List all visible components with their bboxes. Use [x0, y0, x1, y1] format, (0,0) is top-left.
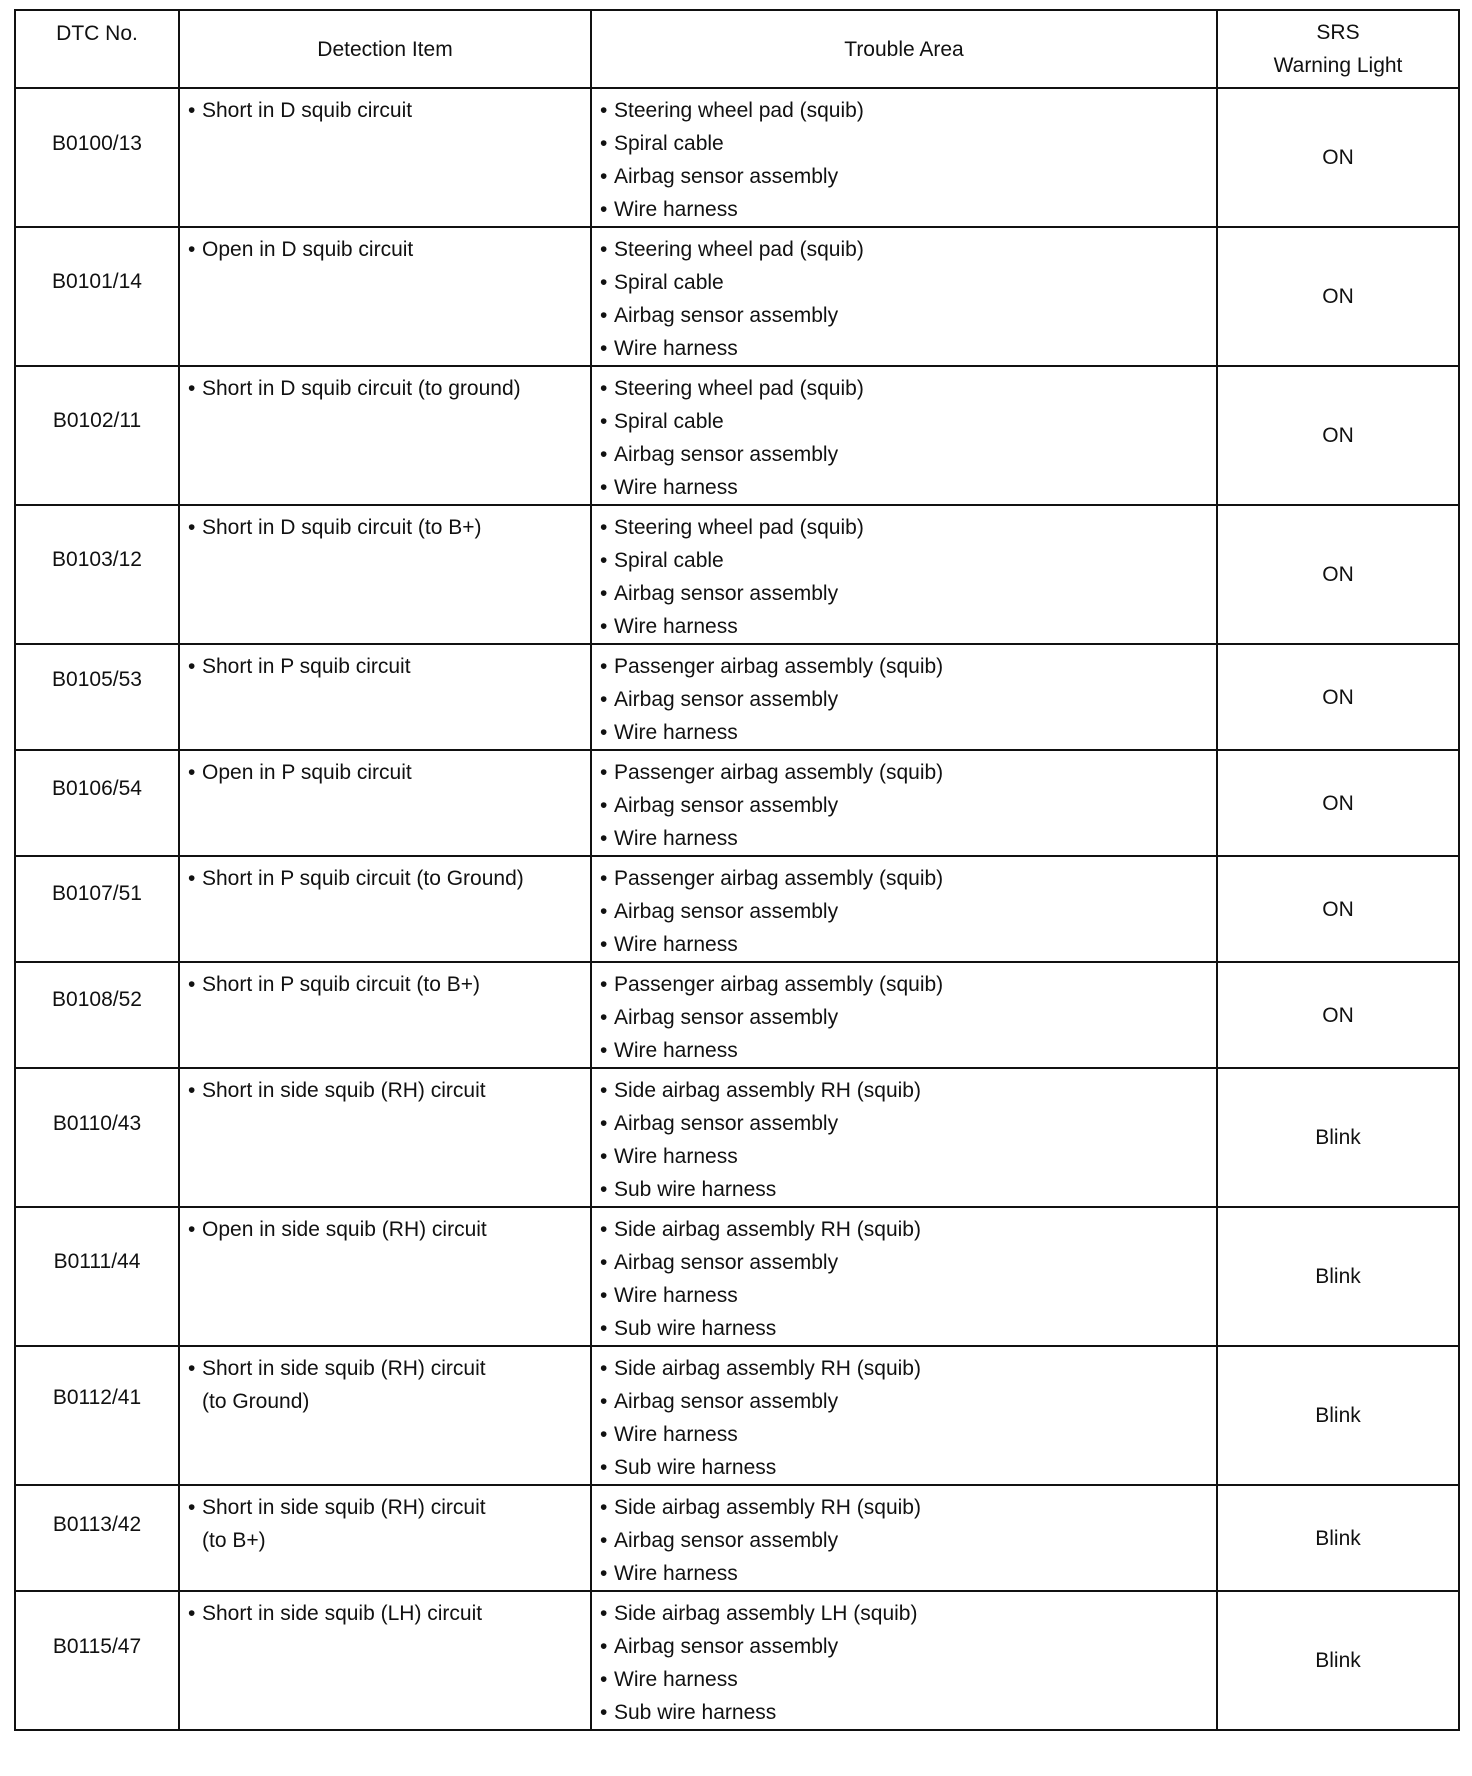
bullet-icon: • — [600, 1562, 608, 1585]
bullet-icon: • — [600, 99, 608, 122]
bullet-icon: • — [600, 1039, 608, 1062]
trouble-area-item — [600, 1034, 1208, 1067]
bullet-icon: • — [600, 1390, 608, 1413]
trouble-area-item — [600, 266, 1208, 299]
trouble-area-text: Wire harness — [614, 721, 738, 744]
trouble-area-item — [600, 471, 1208, 504]
trouble-area-text: Passenger airbag assembly (squib) — [614, 655, 944, 678]
header-detection-item: Detection Item — [179, 10, 591, 88]
dtc-cell — [15, 505, 179, 644]
bullet-icon: • — [600, 271, 608, 294]
detection-item — [188, 1074, 582, 1107]
trouble-area-text: Wire harness — [614, 1039, 738, 1062]
detection-item-text: Open in side squib (RH) circuit — [202, 1218, 487, 1241]
bullet-icon: • — [188, 1357, 196, 1380]
trouble-area-item — [600, 789, 1208, 822]
detection-item-cell — [179, 1485, 591, 1591]
trouble-area-text: Wire harness — [614, 1423, 738, 1446]
trouble-area-text: Steering wheel pad (squib) — [614, 377, 864, 400]
table-row — [15, 644, 1459, 750]
detection-item-cell — [179, 366, 591, 505]
detection-item-text: Short in P squib circuit (to Ground) — [202, 867, 524, 890]
trouble-area-item — [600, 1557, 1208, 1590]
srs-warning-light-status: Blink — [1217, 1207, 1459, 1346]
bullet-icon: • — [188, 1602, 196, 1625]
bullet-icon: • — [600, 1145, 608, 1168]
bullet-icon: • — [188, 973, 196, 996]
trouble-area-item — [600, 544, 1208, 577]
header-trouble-area: Trouble Area — [591, 10, 1217, 88]
trouble-area-text: Airbag sensor assembly — [614, 1390, 839, 1413]
trouble-area-item — [600, 1491, 1208, 1524]
detection-item-text: Short in D squib circuit (to ground) — [202, 377, 521, 400]
trouble-area-text: Side airbag assembly LH (squib) — [614, 1602, 918, 1625]
detection-item-text: Short in P squib circuit — [202, 655, 411, 678]
bullet-icon: • — [600, 1602, 608, 1625]
detection-item-cell — [179, 1346, 591, 1485]
dtc-table — [14, 9, 1460, 1731]
detection-item — [188, 1597, 582, 1630]
dtc-cell — [15, 1591, 179, 1730]
trouble-area-item — [600, 1597, 1208, 1630]
bullet-icon: • — [600, 1251, 608, 1274]
bullet-icon: • — [600, 900, 608, 923]
bullet-icon: • — [600, 238, 608, 261]
bullet-icon: • — [600, 549, 608, 572]
bullet-icon: • — [188, 1079, 196, 1102]
detection-item — [188, 650, 582, 683]
bullet-icon: • — [188, 1218, 196, 1241]
trouble-area-item — [600, 683, 1208, 716]
trouble-area-text: Wire harness — [614, 1668, 738, 1691]
bullet-icon: • — [600, 761, 608, 784]
detection-item-cell — [179, 1207, 591, 1346]
bullet-icon: • — [600, 1317, 608, 1340]
trouble-area-item — [600, 160, 1208, 193]
trouble-area-text: Wire harness — [614, 1284, 738, 1307]
dtc-cell — [15, 1207, 179, 1346]
dtc-code: B0103/12 — [52, 548, 142, 571]
trouble-area-cell — [591, 1207, 1217, 1346]
detection-item-cell — [179, 750, 591, 856]
trouble-area-text: Spiral cable — [614, 410, 724, 433]
detection-item — [188, 1352, 582, 1385]
srs-warning-light-status: Blink — [1217, 1346, 1459, 1485]
trouble-area-item — [600, 1279, 1208, 1312]
trouble-area-cell — [591, 856, 1217, 962]
trouble-area-text: Steering wheel pad (squib) — [614, 99, 864, 122]
bullet-icon: • — [600, 1284, 608, 1307]
trouble-area-cell — [591, 1346, 1217, 1485]
bullet-icon: • — [600, 655, 608, 678]
table-row — [15, 1591, 1459, 1730]
trouble-area-cell — [591, 1591, 1217, 1730]
detection-item — [188, 1491, 582, 1524]
trouble-area-text: Airbag sensor assembly — [614, 900, 839, 923]
bullet-icon: • — [188, 238, 196, 261]
detection-item-cell — [179, 227, 591, 366]
table-row — [15, 88, 1459, 227]
trouble-area-item — [600, 405, 1208, 438]
bullet-icon: • — [600, 1529, 608, 1552]
trouble-area-item — [600, 716, 1208, 749]
bullet-icon: • — [600, 1006, 608, 1029]
detection-item-cell — [179, 1591, 591, 1730]
dtc-code: B0111/44 — [53, 1250, 141, 1273]
trouble-area-item — [600, 1385, 1208, 1418]
trouble-area-item — [600, 1173, 1208, 1206]
trouble-area-text: Side airbag assembly RH (squib) — [614, 1357, 921, 1380]
bullet-icon: • — [600, 1668, 608, 1691]
bullet-icon: • — [188, 867, 196, 890]
dtc-code: B0101/14 — [52, 270, 142, 293]
detection-item-text: Short in D squib circuit (to B+) — [202, 516, 482, 539]
trouble-area-item — [600, 1246, 1208, 1279]
dtc-code: B0113/42 — [52, 1513, 142, 1536]
dtc-code: B0100/13 — [52, 132, 142, 155]
trouble-area-item — [600, 127, 1208, 160]
bullet-icon: • — [600, 1701, 608, 1724]
dtc-code: B0105/53 — [52, 668, 142, 691]
bullet-icon: • — [600, 1357, 608, 1380]
trouble-area-item — [600, 650, 1208, 683]
trouble-area-cell — [591, 750, 1217, 856]
bullet-icon: • — [188, 377, 196, 400]
trouble-area-item — [600, 822, 1208, 855]
detection-item-text: Short in P squib circuit (to B+) — [202, 973, 480, 996]
table-row — [15, 227, 1459, 366]
trouble-area-item — [600, 968, 1208, 1001]
detection-item-cell — [179, 962, 591, 1068]
trouble-area-text: Airbag sensor assembly — [614, 1251, 839, 1274]
trouble-area-text: Wire harness — [614, 476, 738, 499]
trouble-area-item — [600, 1001, 1208, 1034]
bullet-icon: • — [600, 933, 608, 956]
detection-item-text: Short in side squib (RH) circuit — [202, 1357, 486, 1380]
trouble-area-text: Airbag sensor assembly — [614, 1529, 839, 1552]
trouble-area-text: Spiral cable — [614, 549, 724, 572]
bullet-icon: • — [600, 688, 608, 711]
trouble-area-item — [600, 1451, 1208, 1484]
trouble-area-text: Passenger airbag assembly (squib) — [614, 761, 944, 784]
dtc-code: B0107/51 — [52, 882, 142, 905]
bullet-icon: • — [188, 99, 196, 122]
table-row — [15, 1485, 1459, 1591]
bullet-icon: • — [600, 1635, 608, 1658]
bullet-icon: • — [600, 794, 608, 817]
trouble-area-cell — [591, 88, 1217, 227]
bullet-icon: • — [600, 198, 608, 221]
srs-warning-light-status: Blink — [1217, 1485, 1459, 1591]
header-srs-warning-light — [1217, 10, 1459, 88]
trouble-area-item — [600, 94, 1208, 127]
trouble-area-text: Passenger airbag assembly (squib) — [614, 973, 944, 996]
trouble-area-text: Steering wheel pad (squib) — [614, 238, 864, 261]
bullet-icon: • — [600, 1112, 608, 1135]
trouble-area-cell — [591, 505, 1217, 644]
bullet-icon: • — [600, 615, 608, 638]
dtc-table-container — [14, 9, 1458, 1731]
trouble-area-item — [600, 1630, 1208, 1663]
bullet-icon: • — [188, 761, 196, 784]
detection-item — [188, 94, 582, 127]
detection-item-text: Short in side squib (LH) circuit — [202, 1602, 483, 1625]
dtc-code: B0102/11 — [52, 409, 142, 432]
trouble-area-item — [600, 756, 1208, 789]
header-srs-line2: Warning Light — [1273, 54, 1403, 77]
dtc-cell — [15, 962, 179, 1068]
dtc-code: B0108/52 — [52, 988, 142, 1011]
trouble-area-text: Airbag sensor assembly — [614, 304, 839, 327]
trouble-area-text: Wire harness — [614, 337, 738, 360]
detection-item-text: Short in D squib circuit — [202, 99, 413, 122]
trouble-area-text: Wire harness — [614, 827, 738, 850]
trouble-area-text: Airbag sensor assembly — [614, 443, 839, 466]
detection-item-text: Open in D squib circuit — [202, 238, 414, 261]
trouble-area-text: Sub wire harness — [614, 1701, 777, 1724]
trouble-area-item — [600, 233, 1208, 266]
trouble-area-item — [600, 1418, 1208, 1451]
trouble-area-item — [600, 1696, 1208, 1729]
detection-item-cell — [179, 1068, 591, 1207]
bullet-icon: • — [600, 165, 608, 188]
srs-warning-light-status: ON — [1217, 505, 1459, 644]
srs-warning-light-status: ON — [1217, 644, 1459, 750]
trouble-area-text: Spiral cable — [614, 271, 724, 294]
srs-warning-light-status: ON — [1217, 88, 1459, 227]
dtc-code: B0115/47 — [52, 1635, 142, 1658]
bullet-icon: • — [600, 973, 608, 996]
trouble-area-item — [600, 610, 1208, 643]
bullet-icon: • — [600, 410, 608, 433]
trouble-area-cell — [591, 1068, 1217, 1207]
bullet-icon: • — [600, 443, 608, 466]
trouble-area-item — [600, 299, 1208, 332]
bullet-icon: • — [600, 337, 608, 360]
bullet-icon: • — [600, 476, 608, 499]
table-row — [15, 1068, 1459, 1207]
trouble-area-text: Passenger airbag assembly (squib) — [614, 867, 944, 890]
trouble-area-item — [600, 1524, 1208, 1557]
bullet-icon: • — [600, 1079, 608, 1102]
dtc-code: B0112/41 — [52, 1386, 142, 1409]
srs-warning-light-status: ON — [1217, 366, 1459, 505]
trouble-area-text: Wire harness — [614, 1562, 738, 1585]
detection-item-cell — [179, 88, 591, 227]
trouble-area-text: Wire harness — [614, 615, 738, 638]
detection-item-cell — [179, 505, 591, 644]
trouble-area-text: Side airbag assembly RH (squib) — [614, 1218, 921, 1241]
trouble-area-text: Sub wire harness — [614, 1317, 777, 1340]
detection-item — [188, 862, 582, 895]
trouble-area-item — [600, 1663, 1208, 1696]
trouble-area-item — [600, 372, 1208, 405]
header-dtc-no: DTC No. — [15, 10, 179, 88]
detection-item — [188, 233, 582, 266]
table-row — [15, 366, 1459, 505]
dtc-cell — [15, 1485, 179, 1591]
detection-item-cell — [179, 644, 591, 750]
table-row — [15, 962, 1459, 1068]
bullet-icon: • — [600, 304, 608, 327]
table-row — [15, 1207, 1459, 1346]
trouble-area-item — [600, 1312, 1208, 1345]
detection-item-text: Open in P squib circuit — [202, 761, 412, 784]
dtc-code: B0110/43 — [52, 1112, 142, 1135]
trouble-area-text: Wire harness — [614, 933, 738, 956]
srs-warning-light-status: ON — [1217, 227, 1459, 366]
trouble-area-text: Side airbag assembly RH (squib) — [614, 1496, 921, 1519]
detection-item-continuation: (to Ground) — [202, 1390, 310, 1413]
trouble-area-text: Airbag sensor assembly — [614, 1112, 839, 1135]
trouble-area-cell — [591, 644, 1217, 750]
detection-item — [188, 1213, 582, 1246]
dtc-cell — [15, 366, 179, 505]
bullet-icon: • — [188, 516, 196, 539]
trouble-area-cell — [591, 962, 1217, 1068]
bullet-icon: • — [600, 516, 608, 539]
bullet-icon: • — [188, 655, 196, 678]
trouble-area-text: Airbag sensor assembly — [614, 1006, 839, 1029]
bullet-icon: • — [600, 867, 608, 890]
srs-warning-light-status: ON — [1217, 750, 1459, 856]
dtc-cell — [15, 1068, 179, 1207]
detection-item-text: Short in side squib (RH) circuit — [202, 1079, 486, 1102]
srs-warning-light-status: ON — [1217, 962, 1459, 1068]
detection-item — [188, 968, 582, 1001]
trouble-area-item — [600, 895, 1208, 928]
bullet-icon: • — [600, 377, 608, 400]
srs-warning-light-status: Blink — [1217, 1068, 1459, 1207]
trouble-area-item — [600, 1213, 1208, 1246]
trouble-area-item — [600, 1352, 1208, 1385]
trouble-area-text: Airbag sensor assembly — [614, 688, 839, 711]
dtc-cell — [15, 644, 179, 750]
srs-warning-light-status: Blink — [1217, 1591, 1459, 1730]
trouble-area-text: Spiral cable — [614, 132, 724, 155]
bullet-icon: • — [600, 132, 608, 155]
trouble-area-item — [600, 438, 1208, 471]
trouble-area-cell — [591, 366, 1217, 505]
trouble-area-text: Wire harness — [614, 1145, 738, 1168]
trouble-area-text: Airbag sensor assembly — [614, 1635, 839, 1658]
dtc-cell — [15, 750, 179, 856]
trouble-area-text: Steering wheel pad (squib) — [614, 516, 864, 539]
bullet-icon: • — [600, 721, 608, 744]
bullet-icon: • — [600, 1423, 608, 1446]
bullet-icon: • — [600, 1218, 608, 1241]
trouble-area-cell — [591, 1485, 1217, 1591]
trouble-area-text: Wire harness — [614, 198, 738, 221]
detection-item-text: Short in side squib (RH) circuit — [202, 1496, 486, 1519]
trouble-area-item — [600, 1140, 1208, 1173]
bullet-icon: • — [600, 1496, 608, 1519]
trouble-area-cell — [591, 227, 1217, 366]
trouble-area-item — [600, 577, 1208, 610]
srs-warning-light-status: ON — [1217, 856, 1459, 962]
trouble-area-item — [600, 193, 1208, 226]
dtc-cell — [15, 1346, 179, 1485]
header-srs-line1: SRS — [1316, 21, 1360, 44]
trouble-area-item — [600, 862, 1208, 895]
trouble-area-text: Sub wire harness — [614, 1456, 777, 1479]
detection-item — [188, 372, 582, 405]
dtc-cell — [15, 227, 179, 366]
trouble-area-item — [600, 1107, 1208, 1140]
trouble-area-text: Sub wire harness — [614, 1178, 777, 1201]
trouble-area-text: Airbag sensor assembly — [614, 794, 839, 817]
trouble-area-item — [600, 332, 1208, 365]
bullet-icon: • — [188, 1496, 196, 1519]
table-row — [15, 750, 1459, 856]
bullet-icon: • — [600, 1456, 608, 1479]
trouble-area-text: Side airbag assembly RH (squib) — [614, 1079, 921, 1102]
table-row — [15, 856, 1459, 962]
trouble-area-text: Airbag sensor assembly — [614, 582, 839, 605]
table-header-row — [15, 10, 1459, 88]
table-row — [15, 1346, 1459, 1485]
dtc-cell — [15, 856, 179, 962]
trouble-area-item — [600, 928, 1208, 961]
detection-item — [188, 511, 582, 544]
bullet-icon: • — [600, 827, 608, 850]
detection-item — [188, 756, 582, 789]
trouble-area-text: Airbag sensor assembly — [614, 165, 839, 188]
bullet-icon: • — [600, 1178, 608, 1201]
detection-item-cell — [179, 856, 591, 962]
table-body — [15, 88, 1459, 1730]
dtc-code: B0106/54 — [52, 777, 142, 800]
trouble-area-item — [600, 1074, 1208, 1107]
bullet-icon: • — [600, 582, 608, 605]
table-row — [15, 505, 1459, 644]
detection-item-continuation: (to B+) — [202, 1529, 266, 1552]
trouble-area-item — [600, 511, 1208, 544]
dtc-cell — [15, 88, 179, 227]
